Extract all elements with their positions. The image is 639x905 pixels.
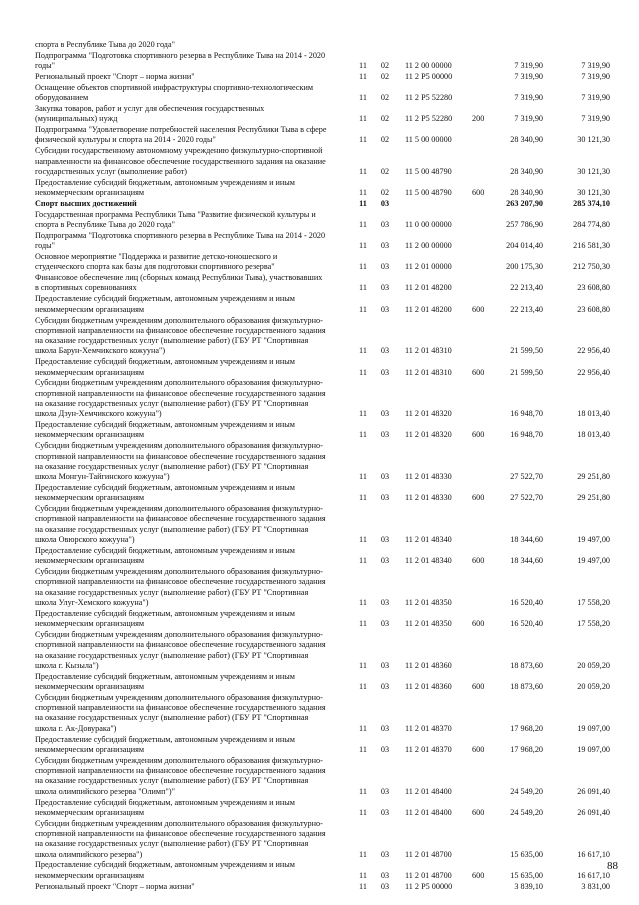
page-number: 88 bbox=[607, 860, 618, 872]
amount-year-2: 212 750,30 bbox=[573, 262, 610, 272]
subsection-code: 03 bbox=[380, 723, 390, 733]
target-article-code: 11 2 01 48350 bbox=[405, 597, 452, 607]
table-row bbox=[0, 441, 639, 482]
table-row bbox=[0, 630, 639, 671]
row-name: Субсидии государственному автономному учреждению физкультурно-спортивной направленности на финансовое обеспечение государственного задания на оказание государственных услуг (выполнение работ) bbox=[35, 146, 326, 176]
table-row bbox=[0, 567, 639, 608]
amount-year-2: 23 608,80 bbox=[577, 283, 610, 293]
table-row bbox=[0, 104, 639, 125]
target-article-code: 11 2 01 48200 bbox=[405, 304, 452, 314]
amount-year-2: 284 774,80 bbox=[573, 220, 610, 230]
expense-type-code: 600 bbox=[472, 556, 485, 566]
row-name: Предоставление субсидий бюджетным, автономным учреждениям и иным некоммерческим организациям bbox=[35, 545, 295, 566]
target-article-code: 11 2 01 48370 bbox=[405, 744, 452, 754]
target-article-code: 11 2 01 48350 bbox=[405, 619, 452, 629]
target-article-code: 11 2 01 48320 bbox=[405, 409, 452, 419]
row-name: Региональный проект "Спорт – норма жизни" bbox=[35, 72, 195, 81]
section-code: 11 bbox=[359, 807, 367, 817]
amount-year-1: 21 599,50 bbox=[510, 367, 543, 377]
expense-type-code: 600 bbox=[472, 304, 485, 314]
target-article-code: 11 2 01 48360 bbox=[405, 682, 452, 692]
table-row bbox=[0, 819, 639, 860]
amount-year-2: 23 608,80 bbox=[577, 304, 610, 314]
table-row bbox=[0, 882, 639, 892]
target-article-code: 11 2 00 00000 bbox=[405, 61, 452, 71]
amount-year-2: 216 581,30 bbox=[573, 241, 610, 251]
target-article-code: 11 2 01 48360 bbox=[405, 660, 452, 670]
section-code: 11 bbox=[359, 220, 367, 230]
amount-year-1: 16 948,70 bbox=[510, 430, 543, 440]
row-name: Субсидии бюджетным учреждениям дополнительного образования физкультурно- спортивной направленности на финансовое обеспечение государственного задания на оказание государственных услуг (выполнение работ) (ГБУ РТ "Спортивная школа Улуг-Хемского кожууна") bbox=[35, 567, 326, 607]
table-row bbox=[0, 357, 639, 378]
target-article-code: 11 2 01 48700 bbox=[405, 849, 452, 859]
row-name: Предоставление субсидий бюджетным, автономным учреждениям и иным некоммерческим организациям bbox=[35, 860, 295, 880]
amount-year-1: 263 207,90 bbox=[506, 198, 543, 208]
subsection-code: 02 bbox=[380, 61, 390, 71]
target-article-code: 11 2 01 48310 bbox=[405, 346, 452, 356]
amount-year-1: 16 520,40 bbox=[510, 619, 543, 629]
row-name: Подпрограмма "Подготовка спортивного резерва в Республике Тыва на 2014 - 2020 годы" bbox=[35, 50, 326, 71]
amount-year-1: 16 948,70 bbox=[510, 409, 543, 419]
target-article-code: 11 0 00 00000 bbox=[405, 220, 452, 230]
amount-year-2: 30 121,30 bbox=[577, 135, 610, 145]
subsection-code: 02 bbox=[380, 72, 390, 81]
section-code: 11 bbox=[359, 61, 367, 71]
subsection-code: 03 bbox=[380, 660, 390, 670]
table-row bbox=[0, 672, 639, 693]
amount-year-1: 200 175,30 bbox=[506, 262, 543, 272]
table-row bbox=[0, 693, 639, 734]
subsection-code: 03 bbox=[380, 870, 390, 880]
row-name: Финансовое обеспечение лиц (сборных команд Республики Тыва), участвовавших в спортивных соревнованиях bbox=[35, 273, 323, 293]
target-article-code: 11 2 01 48330 bbox=[405, 493, 452, 503]
section-code: 11 bbox=[359, 114, 367, 124]
amount-year-2: 29 251,80 bbox=[577, 493, 610, 503]
row-name: Субсидии бюджетным учреждениям дополнительного образования физкультурно- спортивной направленности на финансовое обеспечение государственного задания на оказание государственных услуг (выполнение работ) (ГБУ РТ "Спортивная школа Барун-Хемчикского кожууна") bbox=[35, 315, 326, 356]
section-code: 11 bbox=[359, 472, 367, 482]
amount-year-2: 29 251,80 bbox=[577, 472, 610, 482]
amount-year-1: 257 786,90 bbox=[506, 220, 543, 230]
row-name: Субсидии бюджетным учреждениям дополнительного образования физкультурно- спортивной направленности на финансовое обеспечение государственного задания на оказание государственных услуг (выполнение работ) (ГБУ РТ "Спортивная школа г. Ак-Довурака") bbox=[35, 692, 326, 733]
expense-type-code: 600 bbox=[472, 188, 485, 198]
amount-year-2: 7 319,90 bbox=[581, 61, 610, 71]
expense-type-code: 200 bbox=[472, 114, 485, 124]
row-name: Субсидии бюджетным учреждениям дополнительного образования физкультурно- спортивной направленности на финансовое обеспечение государственного задания на оказание государственных услуг (выполнение работ) (ГБУ РТ "Спортивная школа олимпийского резерва") bbox=[35, 818, 326, 859]
row-name: Закупка товаров, работ и услуг для обеспечения государственных (муниципальных) нужд bbox=[35, 104, 265, 124]
table-row bbox=[0, 483, 639, 504]
subsection-code: 02 bbox=[380, 93, 390, 103]
amount-year-1: 24 549,20 bbox=[510, 807, 543, 817]
row-name: Основное мероприятие "Поддержка и развитие детско-юношеского и студенческого спорта как базы для подготовки спортивного резерва" bbox=[35, 252, 278, 272]
amount-year-2: 20 059,20 bbox=[577, 660, 610, 670]
row-name: Субсидии бюджетным учреждениям дополнительного образования физкультурно- спортивной направленности на финансовое обеспечение государственного задания на оказание государственных услуг (выполнение работ) (ГБУ РТ "Спортивная школа г. Кызыла") bbox=[35, 630, 326, 670]
table-row bbox=[0, 420, 639, 441]
target-article-code: 11 2 00 00000 bbox=[405, 241, 452, 251]
section-code: 11 bbox=[359, 346, 367, 356]
amount-year-1: 28 340,90 bbox=[510, 166, 543, 176]
target-article-code: 11 5 00 48790 bbox=[405, 188, 452, 198]
amount-year-1: 21 599,50 bbox=[510, 346, 543, 356]
amount-year-2: 18 013,40 bbox=[577, 409, 610, 419]
amount-year-2: 7 319,90 bbox=[581, 72, 610, 81]
amount-year-1: 204 014,40 bbox=[506, 241, 543, 251]
subsection-code: 03 bbox=[380, 304, 390, 314]
section-code: 11 bbox=[359, 535, 367, 545]
expense-type-code: 600 bbox=[472, 870, 485, 880]
table-row bbox=[0, 178, 639, 199]
amount-year-2: 22 956,40 bbox=[577, 346, 610, 356]
subsection-code: 03 bbox=[380, 367, 390, 377]
row-name: Предоставление субсидий бюджетным, автономным учреждениям и иным некоммерческим организациям bbox=[35, 420, 295, 440]
table-row bbox=[0, 316, 639, 357]
target-article-code: 11 5 00 48790 bbox=[405, 166, 452, 176]
amount-year-1: 3 839,10 bbox=[514, 881, 543, 891]
target-article-code: 11 2 01 00000 bbox=[405, 262, 452, 272]
target-article-code: 11 5 00 00000 bbox=[405, 135, 452, 145]
subsection-code: 03 bbox=[380, 849, 390, 859]
target-article-code: 11 2 01 48320 bbox=[405, 430, 452, 440]
amount-year-2: 7 319,90 bbox=[581, 114, 610, 124]
section-code: 11 bbox=[359, 135, 367, 145]
subsection-code: 03 bbox=[380, 556, 390, 566]
expense-type-code: 600 bbox=[472, 807, 485, 817]
target-article-code: 11 2 01 48340 bbox=[405, 556, 452, 566]
expense-type-code: 600 bbox=[472, 493, 485, 503]
section-code: 11 bbox=[359, 188, 367, 198]
amount-year-1: 18 344,60 bbox=[510, 556, 543, 566]
subsection-code: 03 bbox=[380, 682, 390, 692]
section-code: 11 bbox=[359, 72, 367, 81]
section-code: 11 bbox=[359, 304, 367, 314]
amount-year-2: 7 319,90 bbox=[581, 93, 610, 103]
amount-year-2: 20 059,20 bbox=[577, 682, 610, 692]
section-code: 11 bbox=[359, 430, 367, 440]
table-row bbox=[0, 860, 639, 881]
row-name: Государственная программа Республики Тыва "Развитие физической культуры и спорта в Республике Тыва до 2020 года" bbox=[35, 209, 316, 230]
subsection-code: 03 bbox=[380, 744, 390, 754]
target-article-code: 11 2 01 48200 bbox=[405, 283, 452, 293]
subsection-code: 03 bbox=[380, 597, 390, 607]
amount-year-2: 30 121,30 bbox=[577, 166, 610, 176]
expense-type-code: 600 bbox=[472, 430, 485, 440]
section-code: 11 bbox=[359, 660, 367, 670]
section-code: 11 bbox=[359, 597, 367, 607]
subsection-code: 03 bbox=[380, 283, 390, 293]
row-name: спорта в Республике Тыва до 2020 года" bbox=[35, 40, 175, 49]
amount-year-2: 3 831,00 bbox=[581, 881, 610, 891]
target-article-code: 11 2 P5 52280 bbox=[405, 114, 453, 124]
section-code: 11 bbox=[359, 409, 367, 419]
amount-year-1: 28 340,90 bbox=[510, 135, 543, 145]
amount-year-1: 22 213,40 bbox=[510, 304, 543, 314]
section-code: 11 bbox=[359, 493, 367, 503]
section-code: 11 bbox=[359, 241, 367, 251]
row-name: Предоставление субсидий бюджетным, автономным учреждениям и иным некоммерческим организациям bbox=[35, 357, 295, 377]
amount-year-2: 26 091,40 bbox=[577, 786, 610, 796]
row-name: Субсидии бюджетным учреждениям дополнительного образования физкультурно- спортивной направленности на финансовое обеспечение государственного задания на оказание государственных услуг (выполнение работ) (ГБУ РТ "Спортивная школа Овюрского кожууна") bbox=[35, 504, 326, 545]
target-article-code: 11 2 P5 00000 bbox=[405, 72, 453, 81]
subsection-code: 02 bbox=[380, 166, 390, 176]
expense-type-code: 600 bbox=[472, 367, 485, 377]
section-code: 11 bbox=[359, 93, 367, 103]
target-article-code: 11 2 P5 52280 bbox=[405, 93, 453, 103]
row-name: Предоставление субсидий бюджетным, автономным учреждениям и иным некоммерческим организациям bbox=[35, 608, 295, 629]
table-row bbox=[0, 210, 639, 231]
table-row bbox=[0, 125, 639, 146]
row-name: Субсидии бюджетным учреждениям дополнительного образования физкультурно- спортивной направленности на финансовое обеспечение государственного задания на оказание государственных услуг (выполнение работ) (ГБУ РТ "Спортивная школа Дзун-Хемчикского кожууна") bbox=[35, 378, 326, 419]
subsection-code: 02 bbox=[380, 135, 390, 145]
amount-year-2: 16 617,10 bbox=[577, 870, 610, 880]
amount-year-1: 15 635,00 bbox=[510, 870, 543, 880]
amount-year-1: 17 968,20 bbox=[510, 744, 543, 754]
row-name: Предоставление субсидий бюджетным, автономным учреждениям и иным некоммерческим организациям bbox=[35, 734, 295, 754]
amount-year-2: 19 497,00 bbox=[577, 556, 610, 566]
section-code: 11 bbox=[359, 849, 367, 859]
amount-year-2: 19 097,00 bbox=[577, 723, 610, 733]
amount-year-2: 285 374,10 bbox=[573, 198, 610, 208]
table-row bbox=[0, 546, 639, 567]
table-row bbox=[0, 735, 639, 756]
subsection-code: 03 bbox=[380, 493, 390, 503]
table-row bbox=[0, 378, 639, 419]
row-name: Субсидии бюджетным учреждениям дополнительного образования физкультурно- спортивной направленности на финансовое обеспечение государственного задания на оказание государственных услуг (выполнение работ) (ГБУ РТ "Спортивная школа олимпийского резерва "Олимп")" bbox=[35, 755, 326, 796]
row-name: Предоставление субсидий бюджетным, автономным учреждениям и иным некоммерческим организациям bbox=[35, 797, 295, 817]
target-article-code: 11 2 01 48400 bbox=[405, 807, 452, 817]
subsection-code: 02 bbox=[380, 114, 390, 124]
section-code: 11 bbox=[359, 881, 367, 891]
subsection-code: 02 bbox=[380, 188, 390, 198]
section-code: 11 bbox=[359, 682, 367, 692]
section-code: 11 bbox=[359, 367, 367, 377]
amount-year-1: 27 522,70 bbox=[510, 472, 543, 482]
amount-year-2: 19 097,00 bbox=[577, 744, 610, 754]
amount-year-2: 17 558,20 bbox=[577, 597, 610, 607]
row-name: Подпрограмма "Удовлетворение потребностей населения Республики Тыва в сфере физической культуры и спорта на 2014 - 2020 годы" bbox=[35, 125, 327, 145]
row-name: Подпрограмма "Подготовка спортивного резерва в Республике Тыва на 2014 - 2020 годы" bbox=[35, 230, 326, 251]
row-name: Региональный проект "Спорт – норма жизни" bbox=[35, 881, 195, 891]
target-article-code: 11 2 P5 00000 bbox=[405, 881, 453, 891]
table-row bbox=[0, 294, 639, 315]
section-code: 11 bbox=[359, 556, 367, 566]
row-name: Предоставление субсидий бюджетным, автономным учреждениям и иным некоммерческим организациям bbox=[35, 294, 295, 314]
amount-year-1: 18 873,60 bbox=[510, 660, 543, 670]
target-article-code: 11 2 01 48340 bbox=[405, 535, 452, 545]
amount-year-1: 18 873,60 bbox=[510, 682, 543, 692]
row-name: Предоставление субсидий бюджетным, автономным учреждениям и иным некоммерческим организациям bbox=[35, 483, 295, 503]
subsection-code: 03 bbox=[380, 472, 390, 482]
target-article-code: 11 2 01 48310 bbox=[405, 367, 452, 377]
subsection-code: 03 bbox=[380, 535, 390, 545]
subsection-code: 03 bbox=[380, 241, 390, 251]
table-row bbox=[0, 231, 639, 252]
amount-year-2: 19 497,00 bbox=[577, 535, 610, 545]
table-row bbox=[0, 756, 639, 797]
amount-year-1: 18 344,60 bbox=[510, 535, 543, 545]
subsection-code: 03 bbox=[380, 346, 390, 356]
table-row bbox=[0, 199, 639, 209]
amount-year-1: 22 213,40 bbox=[510, 283, 543, 293]
subsection-code: 03 bbox=[380, 262, 390, 272]
row-name: Предоставление субсидий бюджетным, автономным учреждениям и иным некоммерческим организациям bbox=[35, 177, 295, 198]
amount-year-1: 16 520,40 bbox=[510, 597, 543, 607]
subsection-code: 03 bbox=[380, 881, 390, 891]
table-row bbox=[0, 51, 639, 72]
section-code: 11 bbox=[359, 723, 367, 733]
amount-year-2: 26 091,40 bbox=[577, 807, 610, 817]
table-row bbox=[0, 798, 639, 819]
table-row bbox=[0, 40, 639, 50]
table-row bbox=[0, 72, 639, 82]
subsection-code: 03 bbox=[380, 786, 390, 796]
amount-year-1: 7 319,90 bbox=[514, 72, 543, 81]
amount-year-1: 17 968,20 bbox=[510, 723, 543, 733]
amount-year-1: 24 549,20 bbox=[510, 786, 543, 796]
section-code: 11 bbox=[359, 619, 367, 629]
amount-year-1: 7 319,90 bbox=[514, 61, 543, 71]
amount-year-1: 28 340,90 bbox=[510, 188, 543, 198]
subsection-code: 03 bbox=[380, 807, 390, 817]
amount-year-2: 18 013,40 bbox=[577, 430, 610, 440]
section-code: 11 bbox=[359, 870, 367, 880]
amount-year-2: 30 121,30 bbox=[577, 188, 610, 198]
section-code: 11 bbox=[359, 262, 367, 272]
amount-year-2: 16 617,10 bbox=[577, 849, 610, 859]
subsection-code: 03 bbox=[380, 409, 390, 419]
amount-year-1: 15 635,00 bbox=[510, 849, 543, 859]
subsection-code: 03 bbox=[380, 220, 390, 230]
target-article-code: 11 2 01 48400 bbox=[405, 786, 452, 796]
target-article-code: 11 2 01 48370 bbox=[405, 723, 452, 733]
table-row bbox=[0, 252, 639, 273]
section-code: 11 bbox=[359, 198, 367, 208]
target-article-code: 11 2 01 48330 bbox=[405, 472, 452, 482]
table-row bbox=[0, 83, 639, 104]
table-row bbox=[0, 146, 639, 177]
amount-year-1: 27 522,70 bbox=[510, 493, 543, 503]
table-row bbox=[0, 273, 639, 294]
amount-year-2: 17 558,20 bbox=[577, 619, 610, 629]
subsection-code: 03 bbox=[380, 430, 390, 440]
amount-year-1: 7 319,90 bbox=[514, 114, 543, 124]
amount-year-1: 7 319,90 bbox=[514, 93, 543, 103]
section-code: 11 bbox=[359, 283, 367, 293]
section-code: 11 bbox=[359, 744, 367, 754]
table-row bbox=[0, 609, 639, 630]
row-name: Субсидии бюджетным учреждениям дополнительного образования физкультурно- спортивной направленности на финансовое обеспечение государственного задания на оказание государственных услуг (выполнение работ) (ГБУ РТ "Спортивная школа Монгун-Тайгинского кожууна") bbox=[35, 441, 326, 482]
expense-type-code: 600 bbox=[472, 682, 485, 692]
row-name: Предоставление субсидий бюджетным, автономным учреждениям и иным некоммерческим организациям bbox=[35, 671, 295, 692]
expense-type-code: 600 bbox=[472, 744, 485, 754]
subsection-code: 03 bbox=[380, 198, 390, 208]
row-name: Спорт высших достижений bbox=[35, 198, 137, 208]
section-code: 11 bbox=[359, 786, 367, 796]
amount-year-2: 22 956,40 bbox=[577, 367, 610, 377]
expense-type-code: 600 bbox=[472, 619, 485, 629]
table-row bbox=[0, 504, 639, 545]
subsection-code: 03 bbox=[380, 619, 390, 629]
section-code: 11 bbox=[359, 166, 367, 176]
row-name: Оснащение объектов спортивной инфраструктуры спортивно-технологическим оборудованием bbox=[35, 82, 314, 103]
target-article-code: 11 2 01 48700 bbox=[405, 870, 452, 880]
